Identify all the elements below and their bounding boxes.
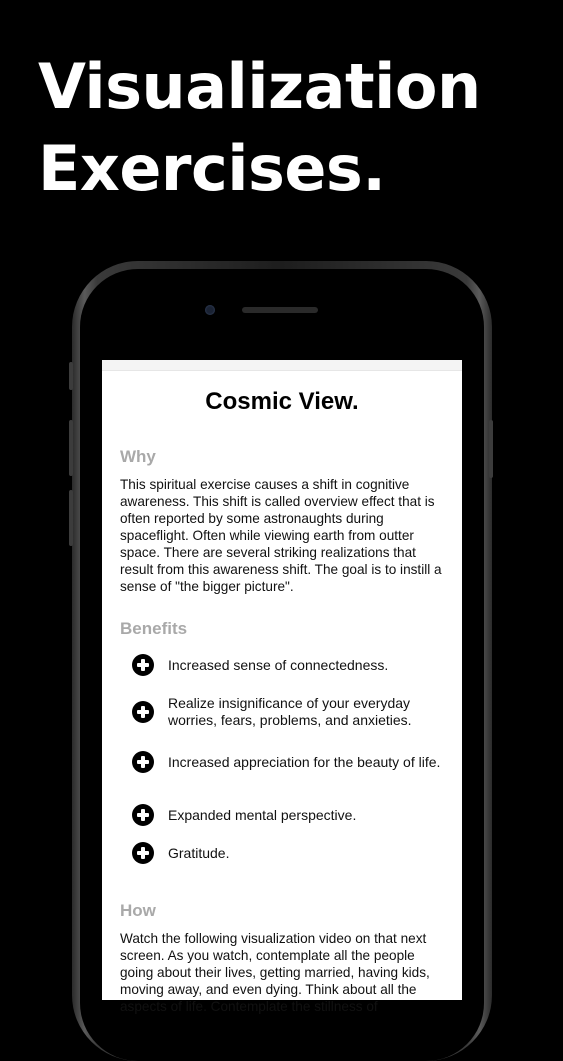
benefit-label: Expanded mental perspective. — [168, 806, 357, 823]
plus-circle-icon — [132, 751, 154, 773]
phone-mute-switch — [69, 362, 73, 390]
how-text: Watch the following visualization video on that next screen. As you watch, contemplate all the people going about their lives, getting married, having kids, moving away, and even dying. Think about all the aspects of life. Contemplate the stillness of — [120, 931, 430, 1014]
screen-top-bar — [102, 360, 462, 371]
benefit-label: Realize insignificance of your everyday worries, fears, problems, and anxieties. — [168, 695, 412, 728]
plus-circle-icon — [132, 654, 154, 676]
plus-circle-icon — [132, 804, 154, 826]
earpiece-speaker — [242, 307, 318, 313]
benefit-label: Increased appreciation for the beauty of life. — [168, 753, 441, 770]
headline-line-2: Exercises. — [38, 132, 386, 205]
benefits-heading: Benefits — [120, 619, 188, 638]
benefit-label: Gratitude. — [168, 844, 230, 861]
how-heading: How — [120, 901, 156, 920]
benefit-item — [132, 654, 442, 676]
promo-headline — [38, 46, 481, 210]
plus-circle-icon — [132, 842, 154, 864]
benefit-label: Increased sense of connectedness. — [168, 656, 389, 673]
app-screen[interactable] — [102, 360, 462, 1014]
benefit-item — [132, 751, 442, 773]
page-title: Cosmic View. — [205, 388, 359, 415]
benefit-item — [132, 842, 442, 864]
front-camera-icon — [205, 305, 215, 315]
why-text: This spiritual exercise causes a shift in cognitive awareness. This shift is called overview effect that is often reported by some astronaughts during spaceflight. Often while viewing earth from outter space. There are several striking realizations that result from this awareness shift. The goal is to instill a sense of "the bigger picture". — [120, 477, 442, 594]
why-heading: Why — [120, 447, 156, 466]
benefit-item — [132, 804, 442, 826]
headline-line-1: Visualization — [38, 50, 481, 123]
benefit-item — [132, 695, 442, 729]
phone-volume-up-button — [69, 420, 73, 476]
phone-volume-down-button — [69, 490, 73, 546]
plus-circle-icon — [132, 701, 154, 723]
phone-power-button — [489, 420, 493, 478]
